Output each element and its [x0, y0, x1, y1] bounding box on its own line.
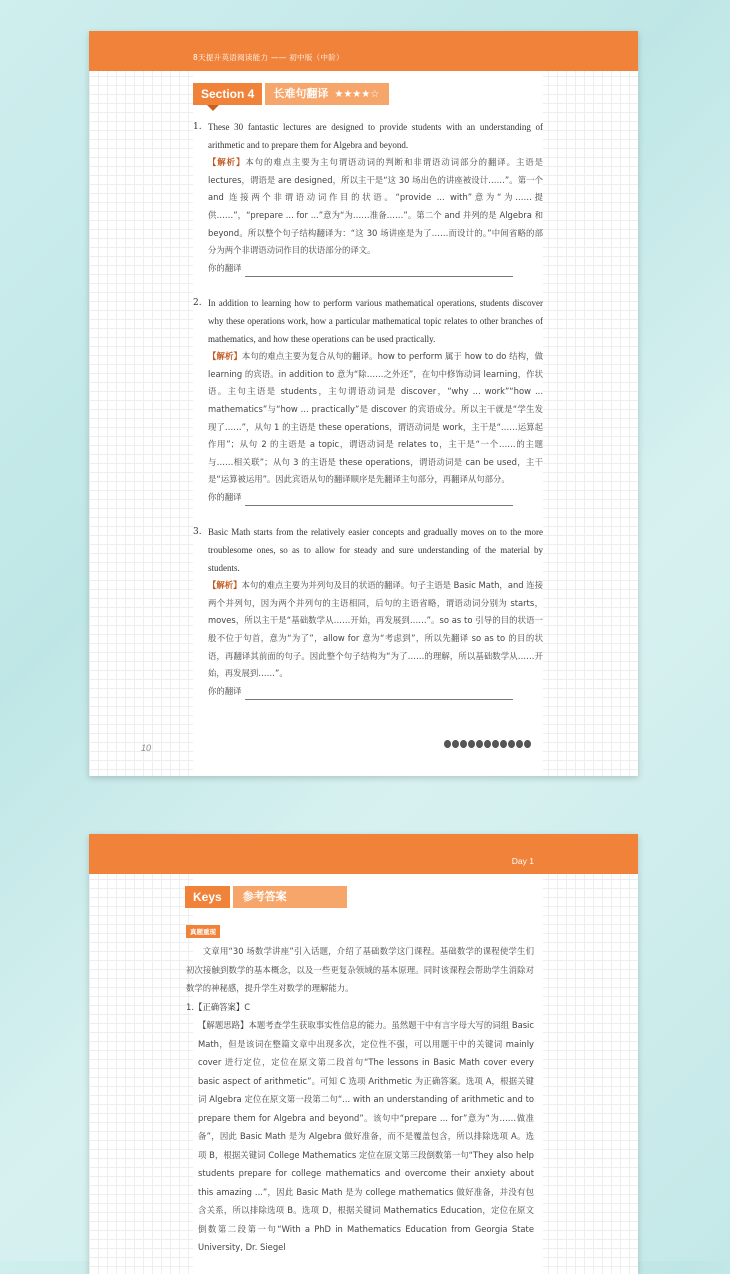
analysis-label: 【解析】	[208, 351, 242, 362]
english-sentence: In addition to learning how to perform various mathematical operations, students discover why these operations work, how a particular mathematical topic relates to other branches of mathematics, and how these operations can be used practically.	[208, 298, 543, 344]
item-number: 3.	[193, 527, 202, 538]
list-item	[193, 524, 543, 700]
explanation-label: 【解题思路】	[198, 1020, 249, 1030]
decor-dot-icon	[524, 740, 531, 748]
analysis-label: 【解析】	[208, 580, 242, 591]
analysis	[193, 348, 543, 489]
answer-blank[interactable]	[245, 494, 513, 506]
decor-dot-icon	[516, 740, 523, 748]
decor-dot-icon	[484, 740, 491, 748]
list-item	[193, 295, 543, 506]
analysis	[193, 577, 543, 683]
day-label: Day 1	[511, 856, 534, 866]
keys-header	[185, 886, 347, 908]
english-sentence: These 30 fantastic lectures are designed to provide students with an understanding of arithmetic and to prepare them for Algebra and beyond.	[208, 122, 543, 150]
decor-dot-icon	[508, 740, 515, 748]
answer-number: 1.	[186, 1001, 194, 1012]
translation-label: 你的翻译	[208, 491, 242, 502]
explanation	[186, 1016, 534, 1257]
answer-blank[interactable]	[245, 265, 513, 277]
translation-items	[193, 119, 543, 718]
analysis-text: 本句的难点主要为复合从句的翻译。how to perform 属于 how to do 结构，做 learning 的宾语。in addition to 意为“除……之外还”，在句中修饰动词 learning，作状语。主句主语是 students，主句谓语动词是 discover，“why ... work”“how ... mathematics”与“how ... practically”是 discover 的宾语成分。所以主干就是“学生发现了……”，从句 1 的主语是 these operations，谓语动词是 work，主干是“……运算起作用”；从句 2 的主语是 a topic，谓语动词是 relates to，主干是“一个……的主题与……相关联”；从句 3 的主语是 these operations，谓语动词是 can be used，主干是“运算被运用”。因此宾语从句的翻译顺序是先翻译主句部分，再翻译从句部分。	[208, 351, 543, 485]
answer-body	[186, 942, 534, 1257]
page-right	[89, 834, 638, 1274]
answer-value: C	[244, 1001, 251, 1012]
analysis-label: 【解析】	[208, 157, 246, 168]
difficulty-stars: ★★★★☆	[334, 89, 380, 100]
keys-tag: Keys	[185, 886, 230, 908]
translation-label: 你的翻译	[208, 262, 242, 273]
decor-dot-icon	[476, 740, 483, 748]
english-sentence: Basic Math starts from the relatively easier concepts and gradually moves on to the more troublesome ones, so as to allow for steady and sure understanding of the material by students.	[208, 527, 543, 573]
page-left	[89, 31, 638, 776]
translation-label: 你的翻译	[208, 685, 242, 696]
item-number: 2.	[193, 298, 202, 309]
item-number: 1.	[193, 122, 202, 132]
answer-blank[interactable]	[245, 688, 513, 700]
analysis-text: 本句的难点主要为并列句及目的状语的翻译。句子主语是 Basic Math，and 连接两个并列句，因为两个并列句的主语相同，后句的主语省略，谓语动词分别为 starts，moves，所以主干是“基础数学从……开始，再发展到……”。so as to 引导的目的状语一般不位于句首，意为“为了”，allow for 意为“考虑到”，所以先翻译 so as to 的目的状语，再翻译其前面的句子。因此整个句子结构为“为了……的理解，所以基础数学从……开始，再发展到……”。	[208, 580, 543, 679]
page-number: 10	[141, 743, 152, 753]
translation-line	[193, 489, 543, 507]
decorative-icons	[444, 740, 531, 748]
book-title: 8天提升英语阅读能力 —— 初中版（中阶）	[193, 53, 344, 62]
analysis	[193, 154, 543, 260]
answer-line	[186, 998, 534, 1017]
passage-summary: 文章用“30 场数学讲座”引入话题，介绍了基础数学这门课程。基础数学的课程使学生们初次接触到数学的基本概念，以及一些更复杂领域的基本原理。同时该课程会帮助学生消除对数学的神秘感，提升学生对数学的理解能力。	[186, 946, 534, 993]
section-tag: Section 4	[193, 83, 262, 105]
section-badge: 真题重现	[186, 925, 220, 938]
decor-dot-icon	[500, 740, 507, 748]
section-header	[193, 83, 389, 105]
decor-dot-icon	[444, 740, 451, 748]
decor-dot-icon	[468, 740, 475, 748]
decor-dot-icon	[492, 740, 499, 748]
header-bar	[89, 834, 638, 874]
analysis-text: 本句的难点主要为主句谓语动词的判断和非谓语动词部分的翻译。主语是 lectures，谓语是 are designed，所以主干是“这 30 场出色的讲座被设计……”。第一个 and 连接两个非谓语动词作目的状语。“provide ... with”意为“为……提供……”，“prepare ... for ...”意为“为……准备……”。第二个 and 并列的是 Algebra 和 beyond。所以整个句子结构翻译为：“这 30 场讲座是为了……而设计的。”中间省略的部分为两个非谓语动词作目的状语部分的译文。	[208, 157, 544, 256]
list-item	[193, 119, 543, 277]
section-title-text: 长难句翻译	[273, 87, 329, 100]
section-title	[265, 83, 389, 105]
answer-label: 【正确答案】	[194, 1001, 245, 1012]
translation-line	[193, 683, 543, 701]
header-bar	[89, 31, 638, 71]
decor-dot-icon	[460, 740, 467, 748]
explanation-text: 本题考查学生获取事实性信息的能力。虽然题干中有言字母大写的词组 Basic Math，但是该词在整篇文章中出现多次，定位性不强，可以用题干中的关键词 mainly cover 进行定位，定位在原文第二段首句“The lessons in Basic Math cover every basic aspect of arithmetic”。可知 C 选项 Arithmetic 为正确答案。选项 A，根据关键词 Algebra 定位在原文第一段第二句“... with an understanding of arithmetic and to prepare them for Algebra and beyond”。该句中“prepare ... for”意为“为……做准备”，因此 Basic Math 是为 Algebra 做好准备，而不是覆盖包含，所以排除选项 A。选项 B，根据关键词 College Mathematics 定位在原文第三段倒数第一句“They also help students prepare for college mathematics and overcome their anxiety about this amazing ...”，因此 Basic Math 是为 college mathematics 做好准备，并没有包含关系，所以排除选项 B。选项 D，根据关键词 Mathematics Education，定位在原文倒数第二段第一句“With a PhD in Mathematics Education from Georgia State University, Dr. Siegel	[198, 1020, 534, 1252]
decor-dot-icon	[452, 740, 459, 748]
translation-line	[193, 260, 543, 278]
keys-title: 参考答案	[233, 886, 347, 908]
